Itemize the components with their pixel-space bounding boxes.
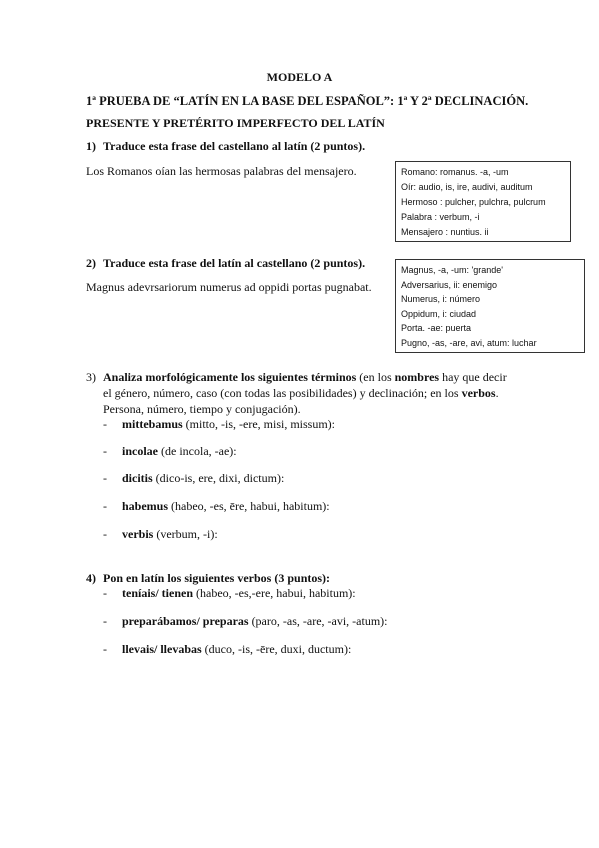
q4-item-term: teníais/ tienen	[122, 586, 193, 600]
q3-item-term: habemus	[122, 499, 169, 513]
vocab-item: Oppidum, i: ciudad	[401, 308, 477, 319]
q3-line3: Persona, número, tiempo y conjugación).	[103, 402, 301, 416]
q3-item	[103, 499, 330, 514]
q4-item	[103, 642, 351, 657]
q3-text: el género, número, caso (con todas las posibilidades) y declinación; en los	[103, 386, 462, 400]
q4-heading: Pon en latín los siguientes verbos (3 puntos):	[103, 571, 331, 585]
q3-item-note: (habeo, -es, ēre, habui, habitum):	[168, 499, 330, 513]
dash-bullet: -	[103, 417, 107, 431]
q4-item	[103, 614, 388, 629]
q3-item-note: (de incola, -ae):	[158, 444, 237, 458]
exam-subtitle: PRESENTE Y PRETÉRITO IMPERFECTO DEL LATÍN	[86, 116, 385, 130]
q3-text-bold: verbos	[461, 386, 496, 400]
q1-vocab-box	[395, 161, 571, 242]
q4-item-note: (duco, -is, -ēre, duxi, ductum):	[201, 642, 352, 656]
q4-number: 4)	[86, 571, 96, 585]
vocab-item: Adversarius, ii: enemigo	[401, 279, 498, 290]
q4-item-note: (habeo, -es,-ere, habui, habitum):	[193, 586, 356, 600]
q4-item	[103, 586, 356, 601]
dash-bullet: -	[103, 642, 107, 656]
vocab-item: Porta. -ae: puerta	[401, 323, 472, 333]
model-label: MODELO A	[266, 70, 333, 84]
q2-number: 2)	[86, 256, 96, 270]
q1-heading: Traduce esta frase del castellano al latín (2 puntos).	[103, 139, 366, 153]
q3-line1	[103, 370, 507, 385]
q3-line2	[103, 386, 499, 401]
q2-heading: Traduce esta frase del latín al castellano (2 puntos).	[103, 256, 366, 270]
q4-item-note: (paro, -as, -are, -avi, -atum):	[248, 614, 388, 628]
q3-text-bold: nombres	[394, 370, 440, 384]
q3-item-term: verbis	[122, 527, 154, 541]
q3-item-note: (dico-is, ere, dixi, dictum):	[152, 471, 285, 485]
vocab-item: Magnus, -a, -um: 'grande'	[401, 265, 503, 275]
vocab-item: Romano: romanus. -a, -um	[401, 167, 509, 177]
q3-text: .	[495, 386, 499, 400]
q3-item-note: (verbum, -i):	[153, 527, 218, 541]
dash-bullet: -	[103, 471, 107, 485]
q3-item-term: mittebamus	[122, 417, 183, 431]
vocab-item: Palabra : verbum, -i	[401, 212, 480, 222]
dash-bullet: -	[103, 499, 107, 513]
q3-item	[103, 471, 284, 486]
q3-item-note: (mitto, -is, -ere, misi, missum):	[182, 417, 335, 431]
q3-item	[103, 417, 335, 432]
q4-item-term: preparábamos/ preparas	[122, 614, 249, 628]
q3-number: 3)	[86, 370, 96, 384]
q1-number: 1)	[86, 139, 96, 153]
vocab-item: Mensajero : nuntius. ii	[401, 227, 489, 237]
q4-item-term: llevais/ llevabas	[122, 642, 202, 656]
q3-item	[103, 527, 218, 542]
dash-bullet: -	[103, 586, 107, 600]
q3-heading: Analiza morfológicamente los siguientes términos	[103, 370, 357, 384]
q3-item	[103, 444, 237, 459]
q3-text: hay que decir	[439, 370, 507, 384]
dash-bullet: -	[103, 614, 107, 628]
q3-item-term: incolae	[122, 444, 158, 458]
vocab-item: Hermoso : pulcher, pulchra, pulcrum	[401, 197, 546, 207]
q2-vocab-box	[395, 259, 585, 353]
dash-bullet: -	[103, 444, 107, 458]
vocab-item: Numerus, i: número	[401, 294, 481, 304]
vocab-item: Oír: audio, is, ire, audivi, auditum	[401, 182, 533, 192]
exam-title: 1ª PRUEBA DE “LATÍN EN LA BASE DEL ESPAÑOL”: 1ª Y 2ª DECLINACIÓN.	[86, 94, 529, 108]
q2-sentence: Magnus adevrsariorum numerus ad oppidi portas pugnabat.	[86, 280, 372, 294]
dash-bullet: -	[103, 527, 107, 541]
q3-item-term: dicitis	[122, 471, 153, 485]
q3-text: (en los	[356, 370, 395, 384]
q1-sentence: Los Romanos oían las hermosas palabras del mensajero.	[86, 164, 357, 178]
vocab-item: Pugno, -as, -are, avi, atum: luchar	[401, 337, 537, 348]
